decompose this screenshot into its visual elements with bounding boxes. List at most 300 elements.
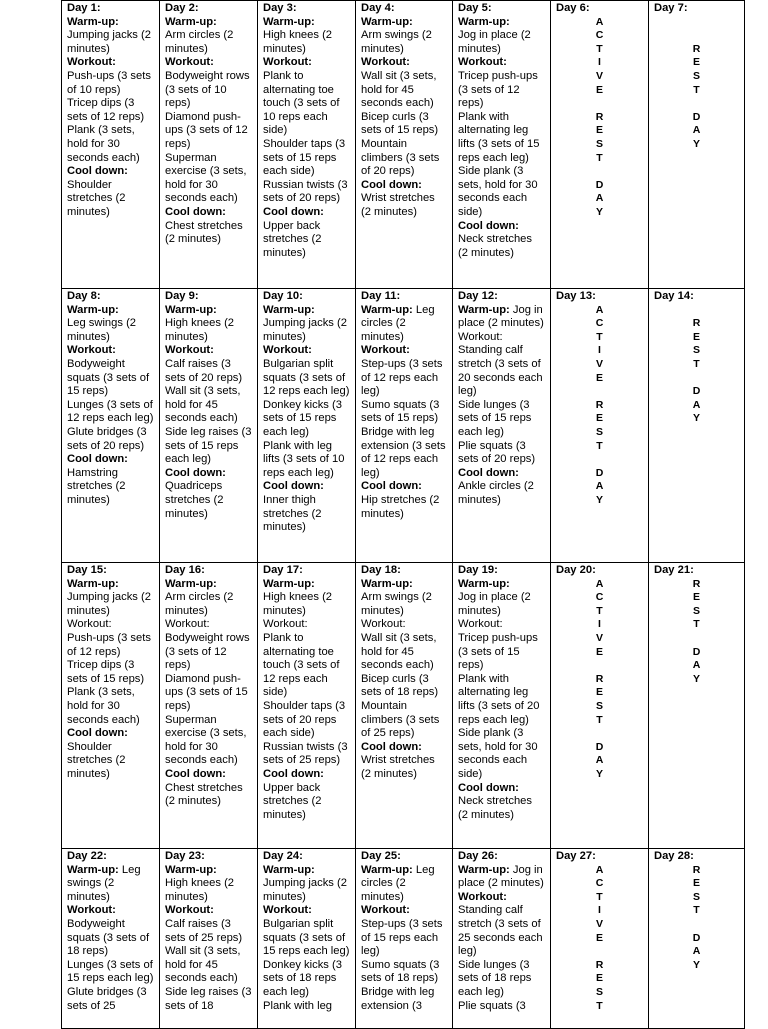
day-label: Day 4:	[361, 2, 395, 14]
section-heading: Cool down:	[458, 219, 519, 232]
vertical-letter: A	[595, 754, 604, 767]
vertical-letter: Y	[692, 137, 700, 150]
section-heading: Cool down:	[361, 178, 422, 191]
exercise-text: Side lunges (3 sets of 15 reps each leg)	[458, 398, 532, 438]
vertical-rest-label	[556, 16, 643, 220]
section-heading: Warm-up:	[165, 303, 217, 316]
exercise-text: Diamond push-ups (3 sets of 12 reps)	[165, 110, 248, 150]
cell-line	[458, 891, 545, 905]
vertical-letter: I	[598, 618, 601, 631]
exercise-text: Calf raises (3 sets of 20 reps)	[165, 357, 243, 384]
exercise-text: Russian twists (3 sets of 20 reps)	[263, 178, 348, 205]
exercise-text: Workout:	[263, 618, 308, 631]
cell-line	[67, 317, 154, 344]
cell-line	[263, 480, 350, 494]
cell-line	[458, 220, 545, 234]
week-row	[62, 289, 745, 563]
section-heading: Warm-up:	[165, 15, 217, 28]
cell-line	[165, 877, 252, 904]
vertical-letter: A	[595, 480, 604, 493]
cell-line	[458, 864, 545, 891]
day-cell	[62, 849, 160, 1029]
cell-line	[458, 673, 545, 727]
vertical-letter: A	[595, 15, 604, 28]
cell-line	[263, 358, 350, 399]
week-row	[62, 849, 745, 1029]
cell-line	[165, 591, 252, 618]
vertical-letter: S	[595, 425, 603, 438]
cell-line	[165, 918, 252, 945]
vertical-letter: E	[692, 877, 700, 890]
day-label: Day 2:	[165, 2, 199, 14]
vertical-letter: A	[595, 577, 604, 590]
cell-line	[361, 111, 447, 138]
day-cell	[356, 563, 453, 849]
exercise-text: Hip stretches (2 minutes)	[361, 493, 440, 520]
cell-line	[67, 918, 154, 959]
day-cell	[649, 563, 745, 849]
vertical-letter: Y	[692, 672, 700, 685]
vertical-letter: E	[595, 83, 603, 96]
cell-line	[67, 344, 154, 358]
exercise-text: Arm swings (2 minutes)	[361, 29, 432, 55]
section-heading: Cool down:	[67, 727, 128, 740]
cell-line	[165, 111, 252, 152]
cell-line	[458, 111, 545, 165]
exercise-text: Hamstring stretches (2 minutes)	[67, 466, 126, 506]
cell-line	[67, 578, 154, 592]
cell-line	[165, 904, 252, 918]
vertical-letter: E	[595, 645, 603, 658]
cell-line	[458, 331, 545, 345]
exercise-text: Sumo squats (3 sets of 15 reps)	[361, 398, 440, 425]
section-heading: Warm-up:	[458, 15, 510, 28]
exercise-text: Bridge with leg extension (3 sets of 12 reps each leg)	[361, 425, 446, 479]
cell-line	[263, 782, 350, 823]
exercise-text: Superman exercise (3 sets, hold for 30 seconds each)	[165, 713, 247, 767]
exercise-text: Side lunges (3 sets of 18 reps each leg)	[458, 958, 532, 998]
cell-line	[361, 426, 447, 480]
cell-line	[67, 453, 154, 467]
exercise-text: Workout:	[67, 618, 112, 631]
exercise-text: Plank to alternating toe touch (3 sets of 12 reps each side)	[263, 631, 340, 699]
cell-line	[165, 945, 252, 986]
day-cell	[62, 1, 160, 289]
cell-line	[361, 16, 447, 30]
vertical-letter: V	[595, 69, 603, 82]
exercise-text: Lunges (3 sets of 12 reps each leg)	[67, 398, 154, 425]
exercise-text: Glute bridges (3 sets of 25	[67, 985, 147, 1012]
cell-line	[458, 344, 545, 398]
cell-line	[458, 440, 545, 467]
cell-line	[165, 714, 252, 768]
vertical-letter: E	[595, 371, 603, 384]
vertical-letter: E	[595, 931, 603, 944]
day-cell	[551, 289, 649, 563]
vertical-letter: R	[692, 863, 701, 876]
section-heading: Workout:	[458, 890, 507, 903]
exercise-text: Leg circles (2 minutes)	[361, 863, 435, 903]
cell-line	[458, 618, 545, 632]
cell-line	[165, 673, 252, 714]
vertical-letter: R	[595, 110, 604, 123]
day-cell	[453, 849, 551, 1029]
cell-line	[263, 56, 350, 70]
vertical-letter: R	[595, 398, 604, 411]
cell-line	[67, 165, 154, 179]
exercise-text: Wall sit (3 sets, hold for 45 seconds each)	[361, 69, 437, 110]
exercise-text: Jumping jacks (2 minutes)	[263, 877, 347, 903]
vertical-letter: E	[595, 412, 603, 425]
exercise-text: Sumo squats (3 sets of 18 reps)	[361, 958, 440, 985]
cell-line	[361, 864, 447, 905]
exercise-text: Inner thigh stretches (2 minutes)	[263, 493, 322, 534]
cell-line	[263, 864, 350, 878]
section-heading: Warm-up:	[67, 303, 119, 316]
section-heading: Cool down:	[67, 453, 128, 466]
cell-line	[361, 959, 447, 986]
vertical-rest-label	[556, 578, 643, 782]
exercise-text: Jog in place (2 minutes)	[458, 303, 544, 330]
day-cell	[258, 289, 356, 563]
day-label: Day 19:	[458, 564, 498, 576]
day-label: Day 26:	[458, 850, 498, 862]
section-heading: Cool down:	[165, 767, 226, 780]
cell-line	[165, 152, 252, 206]
vertical-letter: S	[595, 699, 603, 712]
week-row	[62, 1, 745, 289]
vertical-letter: I	[598, 904, 601, 917]
exercise-text: Leg swings (2 minutes)	[67, 863, 141, 903]
cell-line	[361, 918, 447, 959]
cell-line	[458, 578, 545, 592]
cell-line	[263, 317, 350, 344]
day-cell	[649, 289, 745, 563]
vertical-letter: S	[692, 69, 700, 82]
exercise-text: Side leg raises (3 sets of 15 reps each leg)	[165, 425, 252, 466]
vertical-letter: C	[595, 317, 604, 330]
cell-line	[361, 179, 447, 193]
vertical-letter: S	[595, 137, 603, 150]
section-heading: Warm-up:	[67, 863, 119, 876]
cell-line	[263, 918, 350, 959]
vertical-rest-label	[654, 304, 739, 426]
vertical-letter: D	[595, 178, 604, 191]
cell-line	[361, 986, 447, 1013]
day-label: Day 16:	[165, 564, 205, 576]
section-heading: Warm-up:	[458, 863, 510, 876]
section-heading: Cool down:	[458, 781, 519, 794]
cell-line	[361, 138, 447, 179]
vertical-letter: R	[595, 958, 604, 971]
day-label: Day 24:	[263, 850, 303, 862]
exercise-text: Plie squats (3 sets of 20 reps)	[458, 439, 536, 466]
cell-line	[165, 385, 252, 426]
exercise-text: Lunges (3 sets of 15 reps each leg)	[67, 958, 154, 985]
day-label: Day 11:	[361, 290, 401, 302]
vertical-letter: E	[692, 56, 700, 69]
vertical-letter: V	[595, 357, 603, 370]
cell-line	[361, 741, 447, 755]
cell-line	[165, 344, 252, 358]
section-heading: Warm-up:	[361, 15, 413, 28]
section-heading: Warm-up:	[165, 863, 217, 876]
cell-line	[165, 864, 252, 878]
exercise-text: Side leg raises (3 sets of 18	[165, 985, 252, 1012]
vertical-rest-label	[654, 578, 739, 687]
day-label: Day 28:	[654, 850, 694, 862]
vertical-letter: V	[595, 917, 603, 930]
cell-line	[165, 358, 252, 385]
section-heading: Warm-up:	[263, 303, 315, 316]
cell-line	[67, 399, 154, 426]
exercise-text: Mountain climbers (3 sets of 25 reps)	[361, 699, 440, 740]
cell-line	[263, 304, 350, 318]
day-label: Day 21:	[654, 564, 694, 576]
day-label: Day 3:	[263, 2, 297, 14]
day-label: Day 22:	[67, 850, 107, 862]
exercise-text: Superman exercise (3 sets, hold for 30 seconds each)	[165, 151, 247, 205]
vertical-letter: T	[693, 904, 700, 917]
cell-line	[67, 904, 154, 918]
exercise-text: Bodyweight rows (3 sets of 12 reps)	[165, 631, 250, 672]
cell-line	[361, 591, 447, 618]
exercise-text: High knees (2 minutes)	[165, 877, 235, 903]
exercise-text: Tricep dips (3 sets of 12 reps)	[67, 97, 145, 123]
vertical-rest-label	[654, 16, 739, 152]
cell-line	[361, 56, 447, 70]
vertical-letter: T	[693, 83, 700, 96]
vertical-letter: T	[596, 999, 603, 1012]
cell-line	[263, 1000, 350, 1014]
section-heading: Warm-up:	[361, 863, 413, 876]
vertical-letter: E	[595, 686, 603, 699]
vertical-letter: T	[596, 890, 603, 903]
exercise-text: Plank with leg	[263, 999, 333, 1012]
cell-line	[458, 591, 545, 618]
exercise-text: Wall sit (3 sets, hold for 45 seconds each)	[165, 945, 241, 985]
exercise-text: Push-ups (3 sets of 10 reps)	[67, 69, 151, 96]
cell-line	[263, 877, 350, 904]
cell-line	[165, 578, 252, 592]
cell-line	[263, 440, 350, 481]
section-heading: Warm-up:	[458, 303, 510, 316]
exercise-text: Step-ups (3 sets of 15 reps each leg)	[361, 917, 443, 958]
exercise-text: Plank (3 sets, hold for 30 seconds each)	[67, 686, 140, 726]
day-label: Day 23:	[165, 850, 205, 862]
exercise-text: Neck stretches (2 minutes)	[458, 795, 532, 821]
cell-line	[361, 480, 447, 494]
vertical-letter: S	[692, 604, 700, 617]
cell-line	[361, 399, 447, 426]
cell-line	[67, 97, 154, 124]
section-heading: Warm-up:	[67, 577, 119, 590]
exercise-text: Wall sit (3 sets, hold for 45 seconds each)	[165, 385, 241, 425]
vertical-rest-label	[556, 864, 643, 1014]
vertical-letter: D	[692, 931, 701, 944]
exercise-text: Shoulder taps (3 sets of 20 reps each side)	[263, 699, 346, 740]
cell-line	[361, 304, 447, 345]
cell-line	[458, 795, 545, 822]
cell-line	[263, 220, 350, 261]
cell-line	[458, 16, 545, 30]
exercise-text: Workout:	[458, 330, 503, 343]
exercise-text: Jumping jacks (2 minutes)	[263, 317, 347, 343]
exercise-text: Standing calf stretch (3 sets of 25 seconds each leg)	[458, 904, 543, 958]
exercise-text: High knees (2 minutes)	[263, 591, 333, 617]
day-cell	[551, 563, 649, 849]
section-heading: Cool down:	[165, 205, 226, 218]
day-cell	[160, 849, 258, 1029]
cell-line	[458, 904, 545, 958]
vertical-letter: Y	[595, 493, 603, 506]
cell-line	[263, 959, 350, 1000]
day-cell	[356, 289, 453, 563]
cell-line	[165, 304, 252, 318]
section-heading: Cool down:	[361, 480, 422, 493]
exercise-text: Diamond push-ups (3 sets of 15 reps)	[165, 672, 248, 712]
exercise-text: Jog in place (2 minutes)	[458, 591, 531, 617]
section-heading: Warm-up:	[263, 863, 315, 876]
vertical-letter: R	[692, 42, 701, 55]
day-cell	[258, 563, 356, 849]
exercise-text: Side plank (3 sets, hold for 30 seconds each side)	[458, 727, 538, 780]
cell-line	[361, 578, 447, 592]
section-heading: Workout:	[263, 904, 312, 917]
cell-line	[263, 399, 350, 440]
vertical-letter: A	[595, 863, 604, 876]
vertical-letter: D	[692, 645, 701, 658]
day-cell	[356, 849, 453, 1029]
day-label: Day 1:	[67, 2, 101, 14]
cell-line	[361, 358, 447, 399]
day-label: Day 9:	[165, 290, 199, 302]
vertical-letter: D	[692, 385, 701, 398]
day-cell	[551, 1, 649, 289]
cell-line	[67, 179, 154, 220]
day-label: Day 10:	[263, 290, 303, 302]
exercise-text: Bulgarian split squats (3 sets of 15 reps each leg)	[263, 917, 350, 958]
vertical-rest-label	[556, 304, 643, 508]
section-heading: Workout:	[263, 56, 312, 69]
vertical-letter: Y	[692, 412, 700, 425]
cell-line	[263, 206, 350, 220]
section-heading: Cool down:	[263, 205, 324, 218]
cell-line	[67, 426, 154, 453]
exercise-text: Plank (3 sets, hold for 30 seconds each)	[67, 124, 140, 164]
day-label: Day 20:	[556, 564, 596, 576]
exercise-text: Plie squats (3	[458, 999, 526, 1012]
cell-line	[67, 986, 154, 1013]
exercise-text: Standing calf stretch (3 sets of 20 seconds each leg)	[458, 344, 543, 398]
day-label: Day 5:	[458, 2, 492, 14]
cell-line	[67, 29, 154, 56]
section-heading: Workout:	[165, 904, 214, 917]
vertical-letter: D	[692, 110, 701, 123]
vertical-letter: T	[596, 604, 603, 617]
exercise-text: Bodyweight rows (3 sets of 10 reps)	[165, 69, 250, 110]
cell-line	[67, 632, 154, 659]
vertical-letter: S	[692, 344, 700, 357]
day-cell	[453, 1, 551, 289]
exercise-text: Calf raises (3 sets of 25 reps)	[165, 917, 243, 944]
day-cell	[649, 1, 745, 289]
day-cell	[160, 563, 258, 849]
exercise-text: Bodyweight squats (3 sets of 15 reps)	[67, 357, 150, 398]
cell-line	[263, 632, 350, 700]
section-heading: Workout:	[263, 344, 312, 357]
cell-line	[165, 480, 252, 521]
day-label: Day 7:	[654, 2, 688, 14]
section-heading: Workout:	[361, 56, 410, 69]
cell-line	[458, 165, 545, 219]
cell-line	[263, 16, 350, 30]
vertical-letter: I	[598, 56, 601, 69]
day-label: Day 12:	[458, 290, 498, 302]
day-cell	[551, 849, 649, 1029]
exercise-text: Plank with alternating leg lifts (3 sets of 15 reps each leg)	[458, 110, 540, 164]
cell-line	[67, 304, 154, 318]
day-label: Day 15:	[67, 564, 107, 576]
exercise-text: Chest stretches (2 minutes)	[165, 781, 243, 808]
vertical-letter: A	[595, 303, 604, 316]
exercise-text: Tricep push-ups (3 sets of 12 reps)	[458, 69, 538, 110]
exercise-text: Bicep curls (3 sets of 15 reps)	[361, 110, 439, 137]
cell-line	[165, 70, 252, 111]
exercise-text: Jog in place (2 minutes)	[458, 29, 531, 55]
cell-line	[263, 700, 350, 741]
section-heading: Cool down:	[165, 466, 226, 479]
exercise-text: Plank with alternating leg lifts (3 sets of 20 reps each leg)	[458, 672, 540, 726]
vertical-letter: T	[693, 618, 700, 631]
cell-line	[67, 686, 154, 727]
exercise-text: Jumping jacks (2 minutes)	[67, 591, 151, 617]
cell-line	[165, 206, 252, 220]
section-heading: Cool down:	[67, 165, 128, 178]
cell-line	[165, 467, 252, 481]
cell-line	[67, 467, 154, 508]
cell-line	[263, 179, 350, 206]
cell-line	[361, 29, 447, 56]
day-cell	[62, 289, 160, 563]
section-heading: Warm-up:	[361, 577, 413, 590]
cell-line	[361, 904, 447, 918]
vertical-letter: Y	[595, 205, 603, 218]
day-cell	[62, 563, 160, 849]
cell-line	[458, 399, 545, 440]
day-cell	[356, 1, 453, 289]
cell-line	[165, 986, 252, 1013]
cell-line	[67, 358, 154, 399]
vertical-letter: E	[692, 330, 700, 343]
section-heading: Workout:	[458, 56, 507, 69]
week-row	[62, 563, 745, 849]
section-heading: Workout:	[67, 904, 116, 917]
cell-line	[67, 70, 154, 97]
day-cell	[453, 563, 551, 849]
cell-line	[361, 192, 447, 219]
exercise-text: Tricep dips (3 sets of 15 reps)	[67, 659, 145, 685]
exercise-text: Side plank (3 sets, hold for 30 seconds each side)	[458, 165, 538, 218]
exercise-text: Shoulder taps (3 sets of 15 reps each side)	[263, 137, 346, 178]
exercise-text: Workout:	[361, 618, 406, 631]
day-cell	[258, 849, 356, 1029]
section-heading: Workout:	[165, 344, 214, 357]
exercise-text: Wrist stretches (2 minutes)	[361, 192, 435, 218]
cell-line	[67, 864, 154, 905]
section-heading: Warm-up:	[458, 577, 510, 590]
cell-line	[361, 618, 447, 632]
